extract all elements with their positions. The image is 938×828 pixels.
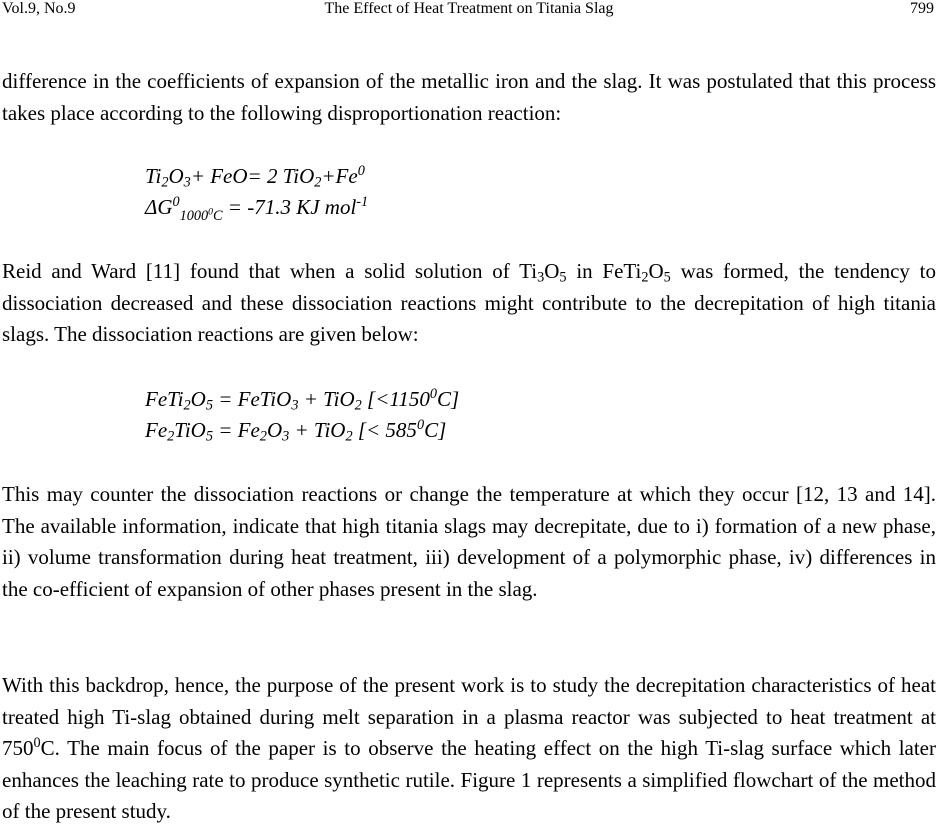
paragraph-2: Reid and Ward [11] found that when a solid solution of $Ti_3O_5$ in $FeTi_2O_5$ was formed, the tendency to dissociation decreased and these dissociation reactions might contribute to the decrepitation of high titania slags. The dissociation reactions are given below: [2, 259, 937, 346]
running-title: The Effect of Heat Treatment on Titania Slag [324, 0, 614, 17]
equation-disproportionation: $Ti_2O_3+ FeO= 2$ $TiO_2+Fe^0$ [145, 163, 365, 191]
journal-volume: Vol.9, No.9 [2, 0, 76, 17]
equation-dissociation-2: $Fe_2TiO_5 = Fe_2O_3 + TiO_2$ [< $585^0C$] [145, 417, 447, 445]
paragraph-3: This may counter the dissociation reactions or change the temperature at which they occur [12, 13 and 14]. The available information, indicate that high titania slags may decrepitate, due to i) formation of a new phase, ii) volume transformation during heat treatment, iii) development of a polymorphic phase, iv) differences in the co-efficient of expansion of other phases present in the slag. [2, 482, 936, 601]
paragraph-4: With this backdrop, hence, the purpose of the present work is to study the decrepitation characteristics of heat treated high Ti-slag obtained during melt separation in a plasma reactor was subjected to heat treatment at $750^0C$. The main focus of the paper is to observe the heating effect on the high Ti-slag surface which later enhances the leaching rate to produce synthetic rutile. Figure 1 represents a simplified flowchart of the method of the present study. [2, 673, 936, 823]
equation-dissociation-1: $FeTi_2O_5$ = FeTiO$_3$ + TiO$_2$ $[<1150^0C]$ [145, 386, 460, 414]
page-number: 799 [910, 0, 934, 17]
running-header [0, 0, 938, 22]
equation-gibbs-energy: $\Delta G^0_{1000^0C} = -71.3$ KJ mol$^{-1}$ [145, 194, 369, 225]
paragraph-1: difference in the coefficients of expansion of the metallic iron and the slag. It was postulated that this process takes place according to the following disproportionation reaction: [2, 69, 936, 125]
